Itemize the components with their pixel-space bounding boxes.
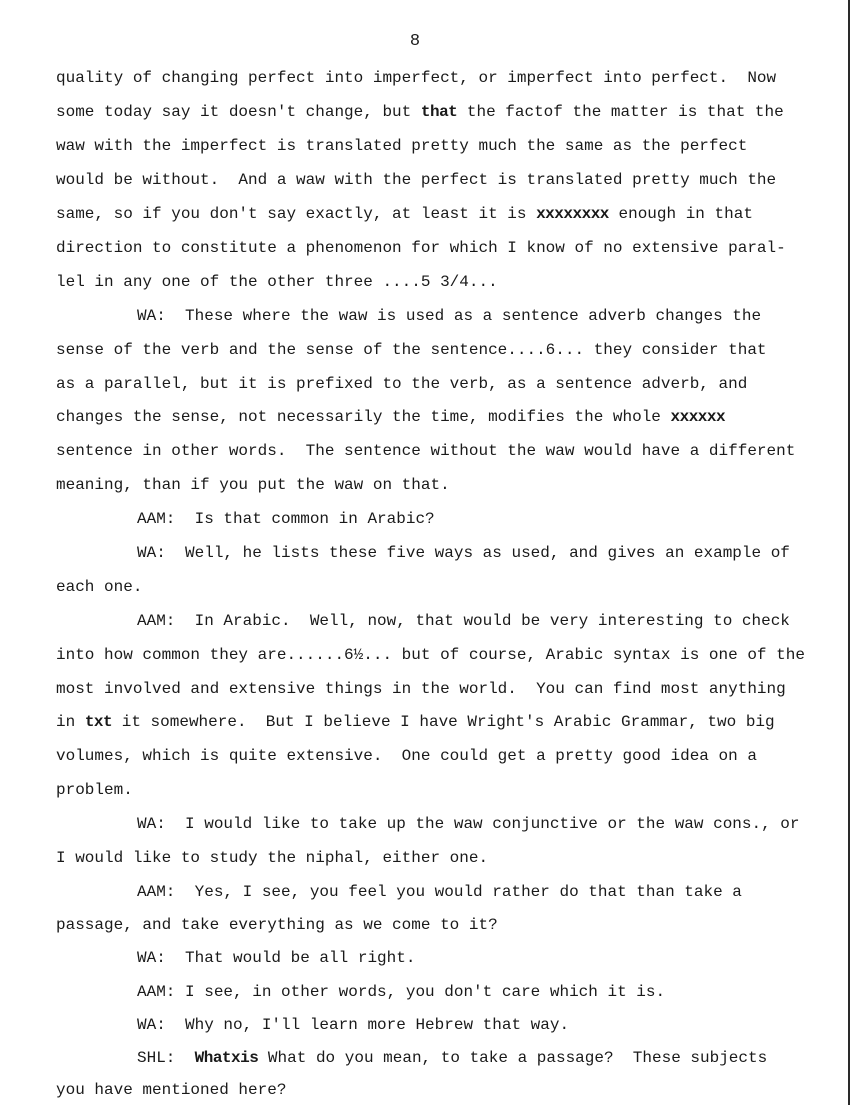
text-line-30 xyxy=(137,1046,767,1070)
text-line-5 xyxy=(56,202,753,226)
text-line-17: AAM: In Arabic. Well, now, that would be very interesting to check xyxy=(137,612,790,630)
text-line-28: AAM: I see, in other words, you don't care which it is. xyxy=(137,983,666,1001)
text-line-19: most involved and extensive things in the world. You can find most anything xyxy=(56,680,786,698)
text-line-30-rest: What do you mean, to take a passage? These subjects xyxy=(258,1049,768,1067)
text-line-10: as a parallel, but it is prefixed to the verb, as a sentence adverb, and xyxy=(56,375,748,393)
text-line-2-rest: the factof the matter is that the xyxy=(457,103,784,121)
text-line-24: I would like to study the niphal, either one. xyxy=(56,849,489,867)
text-line-21: volumes, which is quite extensive. One could get a pretty good idea on a xyxy=(56,747,757,765)
overstrike-it: txt xyxy=(84,713,113,731)
text-line-13: meaning, than if you put the waw on that. xyxy=(56,476,450,494)
page-number: 8 xyxy=(409,32,421,51)
text-line-1: quality of changing perfect into imperfect, or imperfect into perfect. Now xyxy=(56,69,777,87)
text-line-22: problem. xyxy=(56,781,133,799)
overstrike-whatxis: Whatxis xyxy=(194,1049,259,1067)
text-line-8: WA: These where the waw is used as a sentence adverb changes the xyxy=(137,307,762,325)
text-line-20-rest: it somewhere. But I believe I have Wright's Arabic Grammar, two big xyxy=(112,713,775,731)
text-line-9: sense of the verb and the sense of the sentence....6... they consider that xyxy=(56,341,767,359)
text-line-5-start: same, so if you don't say exactly, at least it is xyxy=(56,205,537,223)
text-line-12: sentence in other words. The sentence without the waw would have a different xyxy=(56,442,796,460)
text-line-5-rest: enough in that xyxy=(608,205,753,223)
text-line-14: AAM: Is that common in Arabic? xyxy=(137,510,435,528)
text-line-11-start: changes the sense, not necessarily the time, modifies the whole xyxy=(56,408,671,426)
text-line-7: lel in any one of the other three ....5 3/4... xyxy=(56,273,498,291)
text-line-16: each one. xyxy=(56,578,143,596)
text-line-25: AAM: Yes, I see, you feel you would rather do that than take a xyxy=(137,883,742,901)
text-line-2-start: some today say it doesn't change, but xyxy=(56,103,421,121)
text-line-23: WA: I would like to take up the waw conjunctive or the waw cons., or xyxy=(137,815,800,833)
page-edge xyxy=(848,0,850,1105)
text-line-6: direction to constitute a phenomenon for which I know of no extensive paral- xyxy=(56,239,786,257)
overstrike-that: that xyxy=(420,103,458,121)
text-line-2 xyxy=(56,100,784,124)
text-line-3: waw with the imperfect is translated pretty much the same as the perfect xyxy=(56,137,748,155)
text-line-11 xyxy=(56,405,725,429)
text-line-15: WA: Well, he lists these five ways as used, and gives an example of xyxy=(137,544,790,562)
text-line-20 xyxy=(56,710,775,734)
text-line-27: WA: That would be all right. xyxy=(137,949,416,967)
text-line-20-start: in xyxy=(56,713,85,731)
text-line-31: you have mentioned here? xyxy=(56,1081,287,1099)
text-line-26: passage, and take everything as we come to it? xyxy=(56,916,498,934)
text-line-29: WA: Why no, I'll learn more Hebrew that way. xyxy=(137,1016,570,1034)
text-line-30-start: SHL: xyxy=(137,1049,195,1067)
overstrike-enough: xxxxxxxx xyxy=(536,205,609,223)
overstrike-whole: xxxxxx xyxy=(670,408,726,426)
text-line-4: would be without. And a waw with the perfect is translated pretty much the xyxy=(56,171,777,189)
text-line-18: into how common they are......6½... but of course, Arabic syntax is one of the xyxy=(56,646,805,664)
